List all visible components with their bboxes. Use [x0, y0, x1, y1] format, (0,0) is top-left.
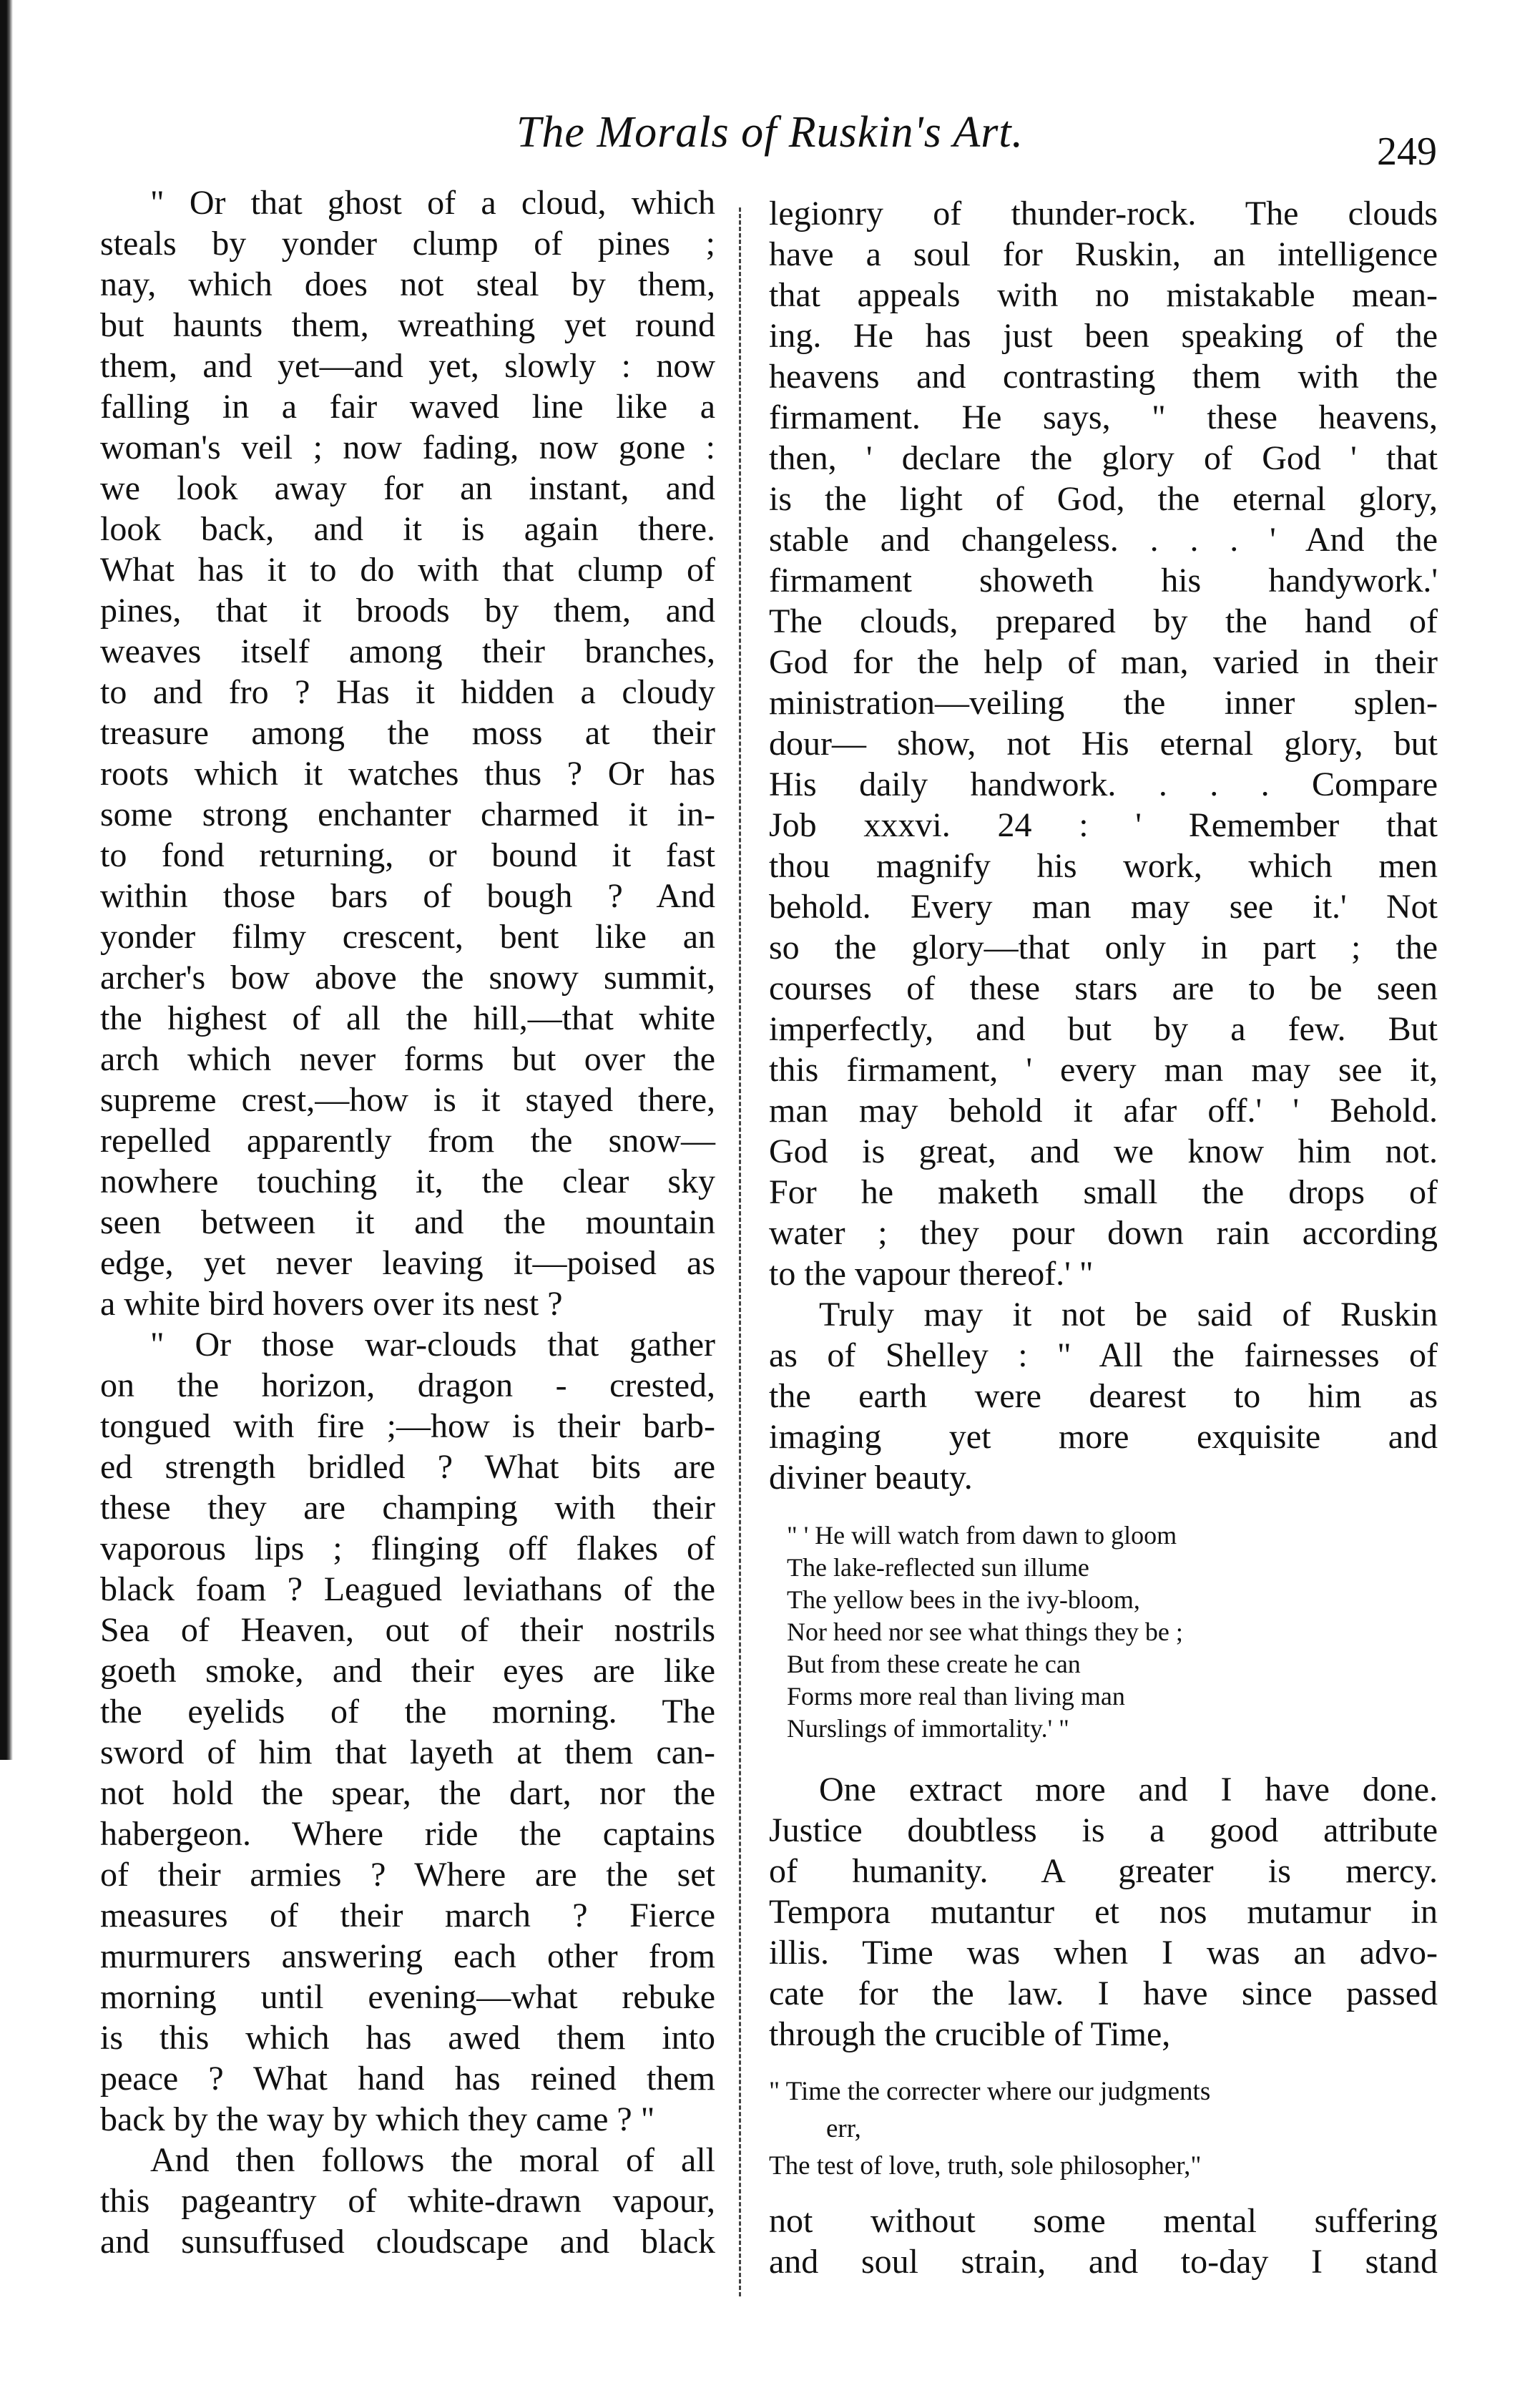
text-line: then, ' declare the glory of God ' that: [769, 439, 1438, 477]
text-line: supreme crest,—how is it stayed there,: [100, 1081, 715, 1119]
text-line: Job xxxvi. 24 : ' Remember that: [769, 806, 1438, 844]
text-line: heavens and contrasting them with the: [769, 358, 1438, 396]
text-line: imperfectly, and but by a few. But: [769, 1010, 1438, 1048]
text-line: of humanity. A greater is mercy.: [769, 1852, 1438, 1890]
text-line: to and fro ? Has it hidden a cloudy: [100, 673, 715, 711]
text-line: nowhere touching it, the clear sky: [100, 1163, 715, 1200]
text-line: habergeon. Where ride the captains: [100, 1815, 715, 1853]
text-line: back by the way by which they came ? ": [100, 2100, 655, 2138]
quote-time: [769, 2073, 1438, 2185]
text-line: illis. Time was when I was an advo-: [769, 1934, 1438, 1972]
text-line: some strong enchanter charmed it in-: [100, 796, 715, 833]
text-line: firmament showeth his handywork.': [769, 562, 1438, 600]
text-line: this pageantry of white-drawn vapour,: [100, 2182, 715, 2220]
column-rule: [739, 207, 741, 2296]
text-line: this firmament, ' every man may see it,: [769, 1051, 1438, 1089]
text-line: thou magnify his work, which men: [769, 847, 1438, 885]
quote-line: err,: [826, 2114, 861, 2143]
running-title: The Morals of Ruskin's Art.: [516, 108, 1024, 157]
text-line: arch which never forms but over the: [100, 1040, 715, 1078]
text-line: is this which has awed them into: [100, 2019, 715, 2057]
text-line: " Or those war-clouds that gather: [150, 1326, 715, 1364]
text-line: steals by yonder clump of pines ;: [100, 225, 715, 263]
text-line: to fond returning, or bound it fast: [100, 836, 715, 874]
text-line: measures of their march ? Fierce: [100, 1897, 715, 1934]
text-line: tongued with fire ;—how is their barb-: [100, 1407, 715, 1445]
text-line: His daily handwork. . . . Compare: [769, 765, 1438, 803]
verse-line: The yellow bees in the ivy-bloom,: [787, 1585, 1140, 1614]
text-line: and sunsuffused cloudscape and black: [100, 2223, 715, 2261]
text-line: Justice doubtless is a good attribute: [769, 1811, 1438, 1849]
text-line: pines, that it broods by them, and: [100, 592, 715, 630]
paragraph-legionry: [769, 193, 1438, 1294]
text-line: Truly may it not be said of Ruskin: [819, 1296, 1438, 1333]
text-line: For he maketh small the drops of: [769, 1173, 1438, 1211]
left-column: [100, 182, 715, 2262]
text-line: not hold the spear, the dart, nor the: [100, 1774, 715, 1812]
text-line: vaporous lips ; flinging off flakes of: [100, 1530, 715, 1567]
text-line: ministration—veiling the inner splen-: [769, 684, 1438, 722]
text-line: water ; they pour down rain according: [769, 1214, 1438, 1252]
text-line: behold. Every man may see it.' Not: [769, 888, 1438, 926]
text-line: ing. He has just been speaking of the: [769, 317, 1438, 355]
text-line: seen between it and the mountain: [100, 1203, 715, 1241]
text-line: the eyelids of the morning. The: [100, 1693, 715, 1731]
text-line: yonder filmy crescent, bent like an: [100, 918, 715, 956]
text-line: man may behold it afar off.' ' Behold.: [769, 1092, 1438, 1130]
text-line: The clouds, prepared by the hand of: [769, 602, 1438, 640]
verse-line: Forms more real than living man: [787, 1682, 1125, 1711]
text-line: within those bars of bough ? And: [100, 877, 715, 915]
text-line: God is great, and we know him not.: [769, 1132, 1438, 1170]
text-line: of their armies ? Where are the set: [100, 1856, 715, 1894]
text-line: archer's bow above the snowy summit,: [100, 959, 715, 997]
text-line: murmurers answering each other from: [100, 1937, 715, 1975]
text-line: the highest of all the hill,—that white: [100, 999, 715, 1037]
text-line: firmament. He says, " these heavens,: [769, 398, 1438, 436]
text-line: goeth smoke, and their eyes are like: [100, 1652, 715, 1690]
text-line: imaging yet more exquisite and: [769, 1418, 1438, 1456]
text-line: but haunts them, wreathing yet round: [100, 306, 715, 344]
text-line: sword of him that layeth at them can-: [100, 1733, 715, 1771]
text-line: them, and yet—and yet, slowly : now: [100, 347, 715, 385]
text-line: is the light of God, the eternal glory,: [769, 480, 1438, 518]
text-line: treasure among the moss at their: [100, 714, 715, 752]
paragraph-moral: [100, 2140, 715, 2262]
text-line: these they are champing with their: [100, 1489, 715, 1527]
quote-line: " Time the correcter where our judgments: [769, 2077, 1211, 2106]
text-line: have a soul for Ruskin, an intelligence: [769, 235, 1438, 273]
text-line: the earth were dearest to him as: [769, 1377, 1438, 1415]
text-line: weaves itself among their branches,: [100, 632, 715, 670]
text-line: repelled apparently from the snow—: [100, 1122, 715, 1160]
binding-edge: [0, 0, 13, 1760]
text-line: And then follows the moral of all: [150, 2141, 715, 2179]
verse-line: The lake-reflected sun illume: [787, 1553, 1089, 1582]
text-line: woman's veil ; now fading, now gone :: [100, 429, 715, 466]
paragraph-mental-suffering: [769, 2201, 1438, 2282]
paragraph-one-extract: [769, 1769, 1438, 2055]
text-line: edge, yet never leaving it—poised as: [100, 1244, 715, 1282]
verse-line: Nor heed nor see what things they be ;: [787, 1618, 1183, 1646]
right-column: [769, 193, 1438, 2282]
verse-shelley: [787, 1519, 1438, 1745]
text-line: Tempora mutantur et nos mutamur in: [769, 1893, 1438, 1931]
text-line: One extract more and I have done.: [819, 1771, 1438, 1809]
verse-line: But from these create he can: [787, 1650, 1081, 1678]
verse-line: Nurslings of immortality.' ": [787, 1714, 1069, 1743]
text-line: and soul strain, and to-day I stand: [769, 2243, 1438, 2281]
page-number: 249: [1377, 129, 1437, 174]
text-line: black foam ? Leagued leviathans of the: [100, 1570, 715, 1608]
text-line: nay, which does not steal by them,: [100, 265, 715, 303]
text-line: morning until evening—what rebuke: [100, 1978, 715, 2016]
text-line: dour— show, not His eternal glory, but: [769, 725, 1438, 763]
text-line: peace ? What hand has reined them: [100, 2060, 715, 2098]
text-line: that appeals with no mistakable mean-: [769, 276, 1438, 314]
paragraph-shelley: [769, 1294, 1438, 1498]
text-line: legionry of thunder-rock. The clouds: [769, 195, 1438, 233]
text-line: stable and changeless. . . . ' And the: [769, 521, 1438, 559]
text-line: courses of these stars are to be seen: [769, 969, 1438, 1007]
text-line: What has it to do with that clump of: [100, 551, 715, 589]
text-line: diviner beauty.: [769, 1459, 973, 1497]
text-line: roots which it watches thus ? Or has: [100, 755, 715, 793]
text-line: God for the help of man, varied in their: [769, 643, 1438, 681]
quote-line: The test of love, truth, sole philosopher,": [769, 2151, 1202, 2181]
text-line: falling in a fair waved line like a: [100, 388, 715, 426]
text-line: we look away for an instant, and: [100, 469, 715, 507]
text-line: as of Shelley : " All the fairnesses of: [769, 1336, 1438, 1374]
text-line: look back, and it is again there.: [100, 510, 715, 548]
text-line: to the vapour thereof.' ": [769, 1255, 1094, 1293]
verse-line: " ' He will watch from dawn to gloom: [787, 1521, 1177, 1550]
text-line: " Or that ghost of a cloud, which: [150, 184, 715, 222]
text-line: cate for the law. I have since passed: [769, 1974, 1438, 2012]
paragraph-war-clouds: [100, 1324, 715, 2140]
text-line: not without some mental suffering: [769, 2202, 1438, 2240]
text-line: Sea of Heaven, out of their nostrils: [100, 1611, 715, 1649]
text-line: a white bird hovers over its nest ?: [100, 1285, 563, 1323]
text-line: through the crucible of Time,: [769, 2015, 1171, 2053]
paragraph-cloud-ghost: [100, 182, 715, 1324]
text-line: ed strength bridled ? What bits are: [100, 1448, 715, 1486]
text-line: on the horizon, dragon - crested,: [100, 1366, 715, 1404]
text-line: so the glory—that only in part ; the: [769, 929, 1438, 966]
